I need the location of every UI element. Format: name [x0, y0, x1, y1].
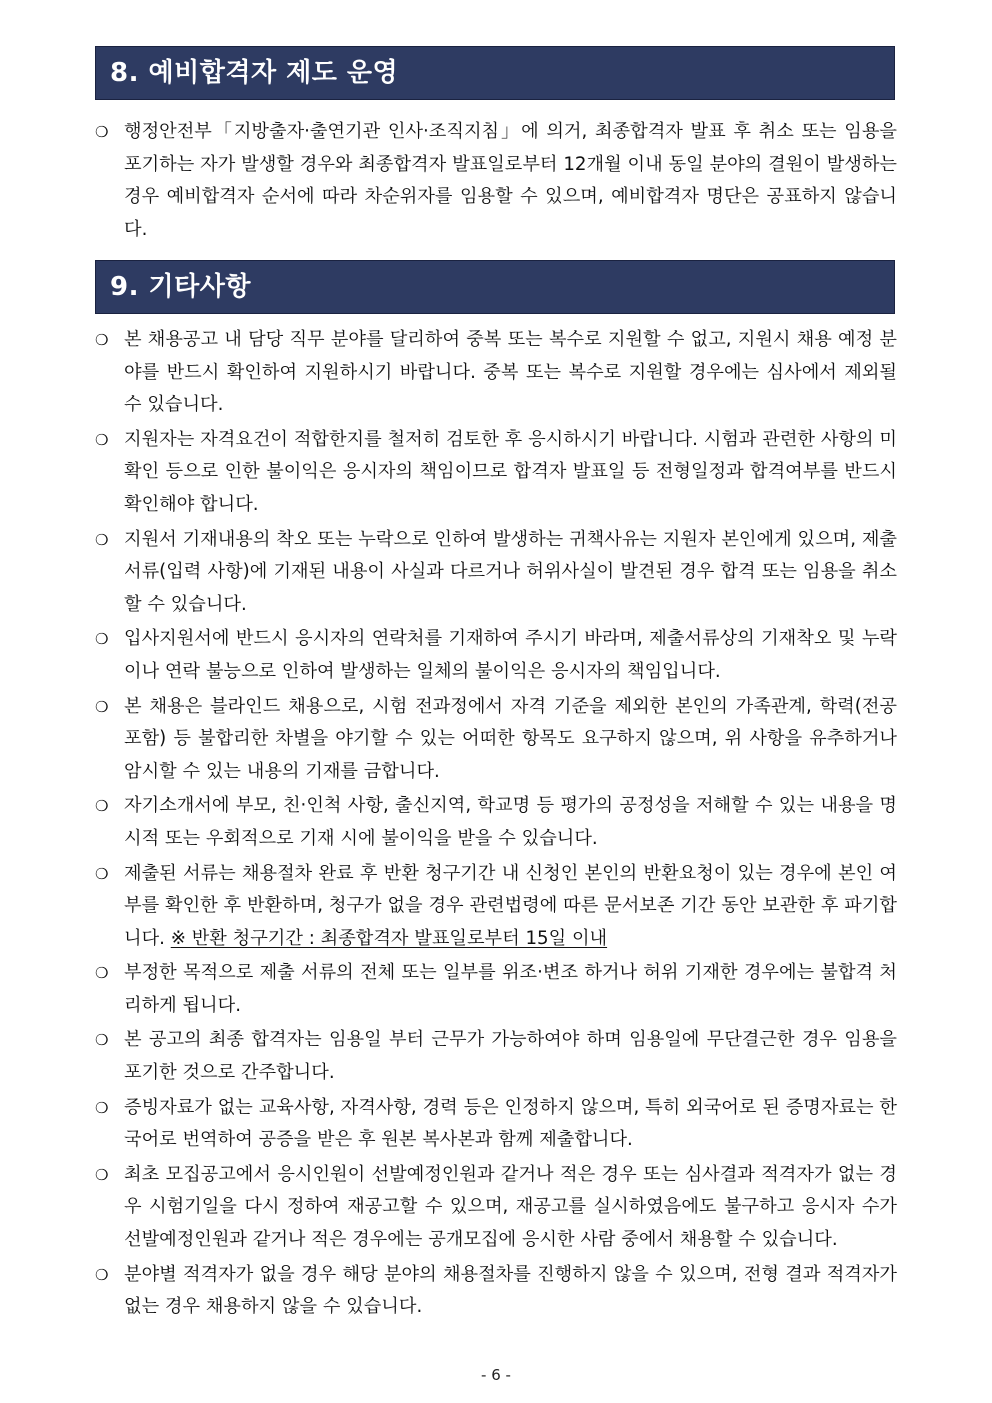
list-item [95, 1259, 897, 1324]
item-text: 입사지원서에 반드시 응시자의 연락처를 기재하여 주시기 바라며, 제출서류상의 기재착오 및 누락이나 연락 불능으로 인하여 발생하는 일체의 불이익은 응시자의 책임입니다. [124, 628, 897, 682]
list-item [95, 524, 897, 622]
item-text: 본 공고의 최종 합격자는 임용일 부터 근무가 가능하여야 하며 임용일에 무단결근한 경우 임용을 포기한 것으로 간주합니다. [124, 1029, 897, 1084]
list-item [95, 957, 897, 1022]
list-item [95, 424, 897, 522]
list-item [95, 116, 897, 246]
item-text: 지원자는 자격요건이 적합한지를 철저히 검토한 후 응시하시기 바랍니다. 시험과 관련한 사항의 미확인 등으로 인한 불이익은 응시자의 책임이므로 합격자 발표일 등 전형일정과 합격여부를 반드시 확인해야 합니다. [124, 428, 897, 515]
section-9-header [95, 260, 895, 314]
circle-bullet-icon: ❍ [95, 1165, 109, 1184]
item-text: 본 채용공고 내 담당 직무 분야를 달리하여 중복 또는 복수로 지원할 수 없고, 지원시 채용 예정 분야를 반드시 확인하여 지원하시기 바랍니다. 중복 또는 복수로 지원할 경우에는 심사에서 제외될 수 있습니다. [124, 329, 897, 416]
list-item [95, 858, 897, 956]
item-text: 본 채용은 블라인드 채용으로, 시험 전과정에서 자격 기준을 제외한 본인의 가족관계, 학력(전공 포함) 등 불합리한 차별을 야기할 수 있는 어떠한 항목도 요구하지 않으며, 위 사항을 유추하거나 암시할 수 있는 내용의 기재를 금합니다. [124, 695, 897, 782]
circle-bullet-icon: ❍ [95, 331, 109, 349]
page-number: - 6 - [481, 1366, 511, 1384]
circle-bullet-icon: ❍ [95, 797, 109, 816]
item-text: 제출된 서류는 채용절차 완료 후 반환 청구기간 내 신청인 본인의 반환요청이 있는 경우에 본인 여부를 확인한 후 반환하며, 청구가 없을 경우 관련법령에 따른 문서보존 기간 동안 보관한 후 파기합니다. [124, 862, 897, 949]
item-text: 분야별 적격자가 없을 경우 해당 분야의 채용절차를 진행하지 않을 수 있으며, 전형 결과 적격자가 없는 경우 채용하지 않을 수 있습니다. [124, 1263, 897, 1318]
list-item [95, 1159, 897, 1257]
circle-bullet-icon: ❍ [95, 1265, 109, 1284]
circle-bullet-icon: ❍ [95, 1098, 109, 1117]
circle-bullet-icon: ❍ [95, 630, 109, 649]
item-text: 최초 모집공고에서 응시인원이 선발예정인원과 같거나 적은 경우 또는 심사결과 적격자가 없는 경우 시험기일을 다시 정하여 재공고할 수 있으며, 재공고를 실시하였음에도 불구하고 응시자 수가 선발예정인원과 같거나 적은 경우에는 공개모집에 응시한 사람 중에서 채용할 수 있습니다. [124, 1163, 897, 1251]
circle-bullet-icon: ❍ [95, 864, 109, 883]
circle-bullet-icon: ❍ [95, 123, 109, 141]
circle-bullet-icon: ❍ [95, 697, 109, 716]
circle-bullet-icon: ❍ [95, 964, 109, 983]
item-text: 행정안전부「지방출자·출연기관 인사·조직지침」에 의거, 최종합격자 발표 후 취소 또는 임용을 포기하는 자가 발생할 경우와 최종합격자 발표일로부터 12개월 이내 동일 분야의 결원이 발생하는 경우 예비합격자 순서에 따라 차순위자를 임용할 수 있으며, 예비합격자 명단은 공표하지 않습니다. [124, 121, 897, 240]
section-8-list [95, 116, 897, 246]
list-item [95, 623, 897, 688]
item-text: 자기소개서에 부모, 친·인척 사항, 출신지역, 학교명 등 평가의 공정성을 저해할 수 있는 내용을 명시적 또는 우회적으로 기재 시에 불이익을 받을 수 있습니다. [124, 795, 897, 849]
section-9-title: 9. 기타사항 [110, 272, 251, 302]
section-8-title: 8. 예비합격자 제도 운영 [110, 58, 399, 88]
circle-bullet-icon: ❍ [95, 430, 109, 449]
circle-bullet-icon: ❍ [95, 1031, 109, 1050]
return-period-note: ※ 반환 청구기간 : 최종합격자 발표일로부터 15일 이내 [170, 927, 608, 949]
list-item [95, 1024, 897, 1089]
item-text: 증빙자료가 없는 교육사항, 자격사항, 경력 등은 인정하지 않으며, 특히 외국어로 된 증명자료는 한국어로 번역하여 공증을 받은 후 원본 복사본과 함께 제출합니다. [124, 1096, 897, 1151]
list-item [95, 324, 897, 422]
list-item [95, 691, 897, 789]
item-text: 지원서 기재내용의 착오 또는 누락으로 인하여 발생하는 귀책사유는 지원자 본인에게 있으며, 제출 서류(입력 사항)에 기재된 내용이 사실과 다르거나 허위사실이 발견된 경우 합격 또는 임용을 취소할 수 있습니다. [124, 528, 897, 615]
list-item [95, 790, 897, 855]
list-item [95, 1092, 897, 1157]
circle-bullet-icon: ❍ [95, 530, 109, 549]
item-text: 부정한 목적으로 제출 서류의 전체 또는 일부를 위조·변조 하거나 허위 기재한 경우에는 불합격 처리하게 됩니다. [124, 962, 897, 1016]
section-9-list [95, 324, 897, 1324]
section-8-header [95, 46, 895, 100]
